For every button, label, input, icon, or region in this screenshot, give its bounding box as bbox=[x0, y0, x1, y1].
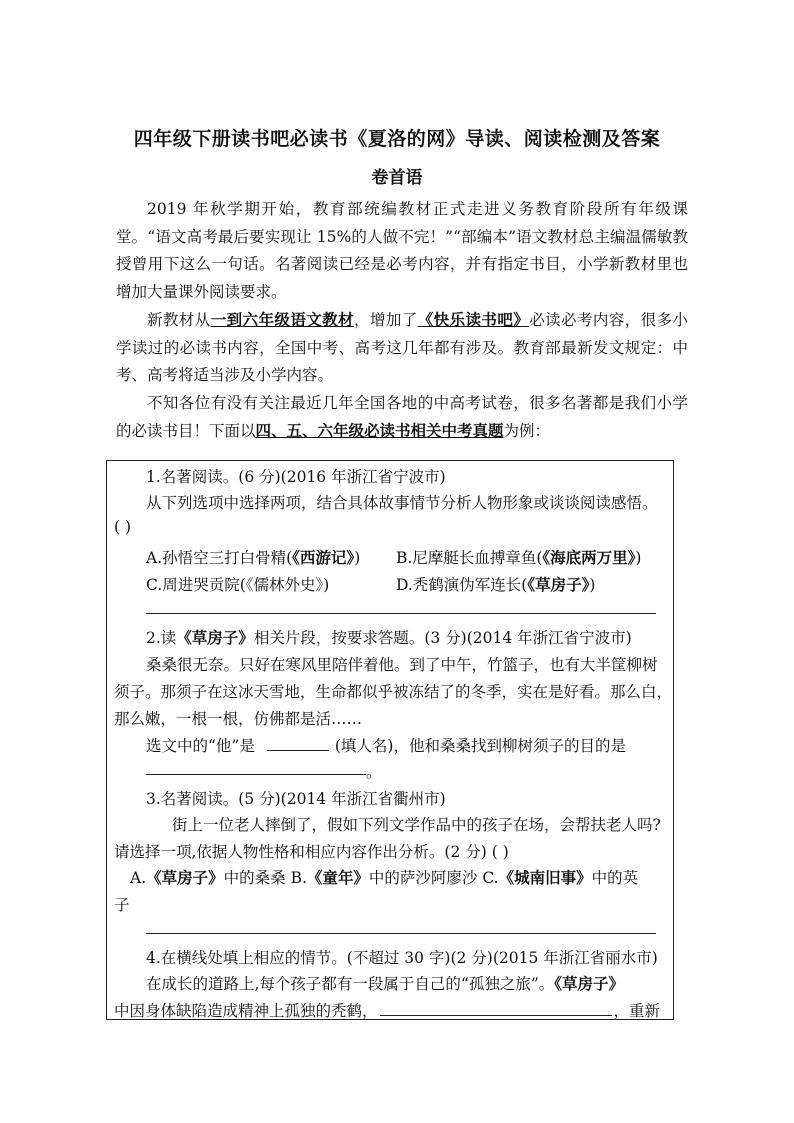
answer-line bbox=[146, 933, 656, 934]
question-1-heading: 1.名著阅读。(6 分)(2016 年浙江省宁波市) bbox=[146, 468, 446, 486]
question-2-end: 。 bbox=[366, 763, 382, 781]
intro-paragraph-2: 新教材从一到六年级语文教材，增加了《快乐读书吧》必读必考内容，很多小学读过的必读书内容，全国中考、高考这几年都有涉及。教育部最新发文规定：中考、高考将适当涉及小学内容。 bbox=[116, 310, 688, 384]
intro-section bbox=[116, 196, 688, 446]
intro-paragraph-3: 不知各位有没有关注最近几年全国各地的中高考试卷，很多名著都是我们小学的必读书目！下面以四、五、六年级必读书相关中考真题为例： bbox=[116, 393, 688, 440]
intro-paragraph-1: 2019 年秋学期开始，教育部统编教材正式走进义务教育阶段所有年级课堂。“语文高考最后要实现让 15%的人做不完！”“部编本”语文教材总主编温儒敏教授曾用下这么一句话。名著阅读已经是必考内容，并有指定书目，小学新教材里也增加大量课外阅读要求。 bbox=[116, 200, 688, 301]
underlined-phrase: 四、五、六年级必读书相关中考真题 bbox=[255, 421, 504, 440]
question-3-text-line-1: 街上一位老人摔倒了，假如下列文学作品中的孩子在场，会帮扶老人吗? bbox=[172, 816, 661, 834]
question-1-paren: ( ) bbox=[114, 518, 132, 536]
question-1-option-c: C.周进哭贡院(《儒林外史》) bbox=[146, 576, 330, 594]
fill-blank bbox=[380, 1003, 612, 1016]
question-2-heading: 2.读《草房子》相关片段，按要求答题。(3 分)(2014 年浙江省宁波市) bbox=[146, 628, 632, 647]
question-2-passage-line-3: 那么嫩，一根一根，仿佛都是活…… bbox=[114, 710, 363, 728]
page-title: 四年级下册读书吧必读书《夏洛的网》导读、阅读检测及答案 bbox=[133, 128, 661, 150]
question-3-heading: 3.名著阅读。(5 分)(2014 年浙江省衢州市) bbox=[146, 790, 446, 808]
answer-line bbox=[146, 613, 656, 614]
question-2-ask: 选文中的“他”是 (填人名)，他和桑桑找到柳树须子的目的是 bbox=[146, 737, 626, 755]
question-4-text-line-1: 在成长的道路上,每个孩子都有一段属于自己的“孤独之旅”。《草房子》 bbox=[146, 974, 625, 993]
underlined-book-title: 《快乐读书吧》 bbox=[417, 310, 530, 329]
answer-line bbox=[146, 774, 366, 775]
question-2-passage-line-1: 桑桑很无奈。只好在寒风里陪伴着他。到了中午，竹篮子，也有大半筐柳树 bbox=[146, 656, 658, 674]
question-1-option-b: B.尼摩艇长血搏章鱼(《海底两万里》) bbox=[396, 548, 642, 567]
question-4-text-line-2: 中因身体缺陷造成精神上孤独的秃鹤， ，重新 bbox=[114, 1002, 661, 1020]
underlined-phrase: 一到六年级语文教材 bbox=[210, 310, 355, 329]
question-2-passage-line-2: 须子。那须子在这冰天雪地，生命都似乎被冻结了的冬季，实在是好看。那么白， bbox=[114, 683, 673, 701]
question-1-option-d: D.秃鹤演伪军连长(《草房子》) bbox=[396, 575, 596, 594]
question-3-text-line-2: 请选择一项,依据人物性格和相应内容作出分析。(2 分) ( ) bbox=[114, 843, 509, 861]
question-3-options-wrap: 子 bbox=[114, 896, 130, 914]
question-4-heading: 4.在横线处填上相应的情节。(不超过 30 字)(2 分)(2015 年浙江省丽水市) bbox=[146, 949, 658, 967]
question-1-text: 从下列选项中选择两项，结合具体故事情节分析人物形象或谈谈阅读感悟。 bbox=[146, 494, 658, 512]
question-1-option-a: A.孙悟空三打白骨精(《西游记》) bbox=[146, 548, 361, 567]
section-subtitle: 卷首语 bbox=[371, 168, 423, 188]
question-3-options: A.《草房子》中的桑桑 B.《童年》中的萨沙阿廖沙 C.《城南旧事》中的英 bbox=[130, 868, 639, 887]
fill-blank bbox=[267, 738, 329, 751]
